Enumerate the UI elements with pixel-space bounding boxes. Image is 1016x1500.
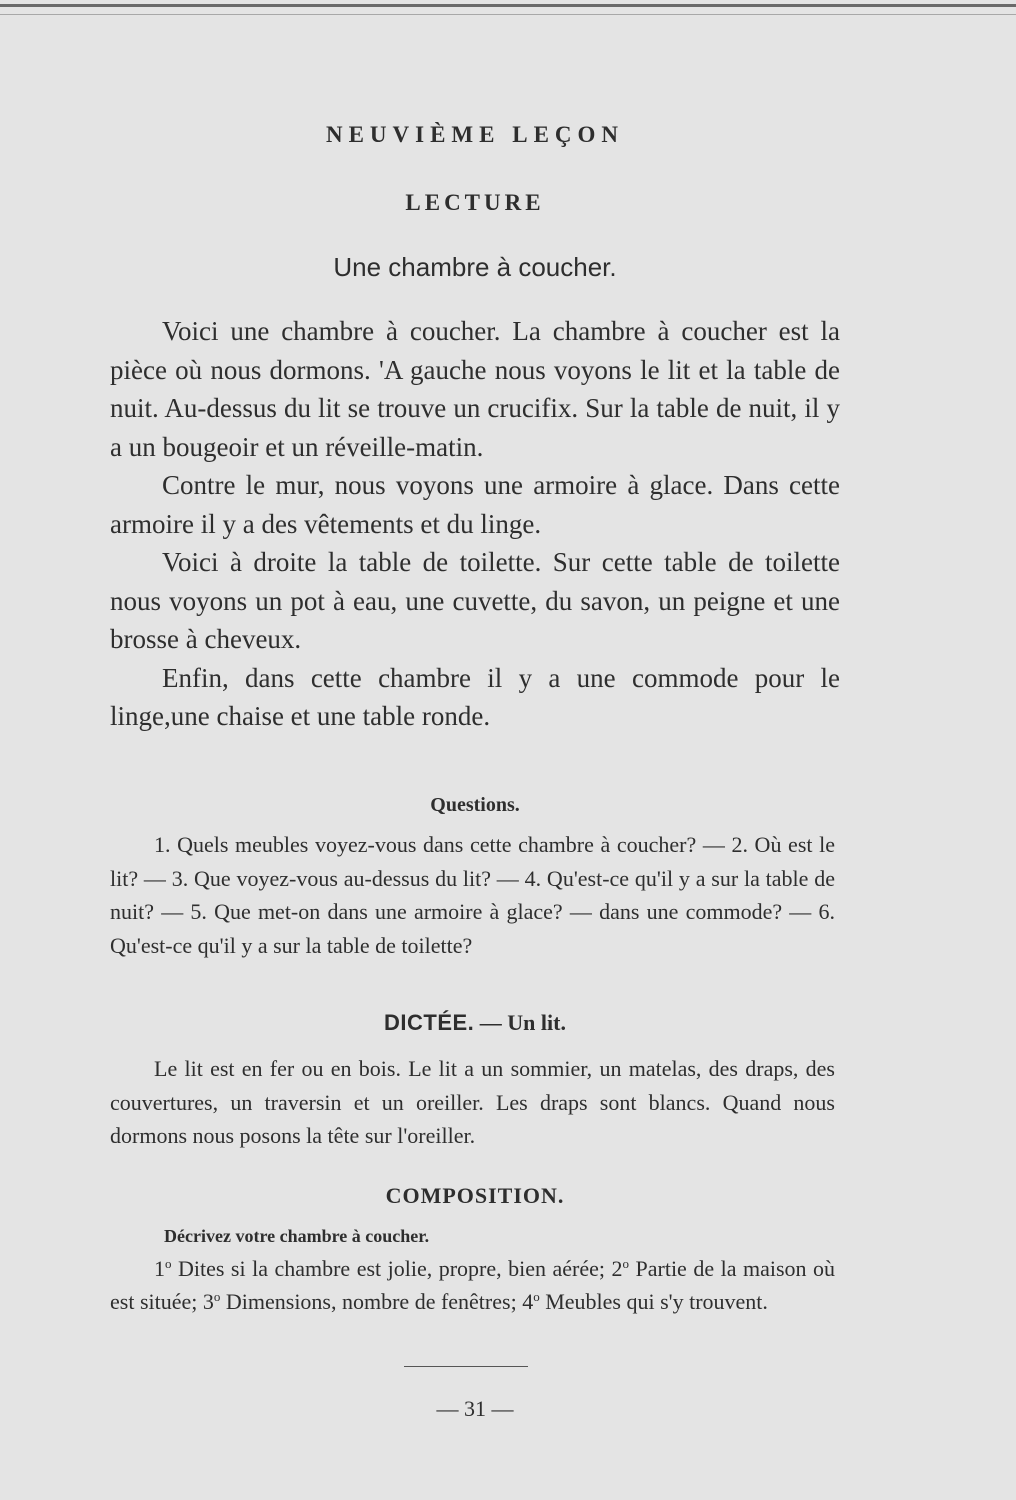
dictee-separator: —	[474, 1010, 508, 1035]
questions-heading: Questions.	[430, 794, 520, 816]
story-title: Une chambre à coucher.	[333, 252, 617, 282]
dictee-label: DICTÉE.	[384, 1010, 475, 1035]
composition-item-text: Meubles qui s'y trouvent.	[539, 1289, 768, 1314]
reading-paragraph: Voici à droite la table de toilette. Sur cette table de toilette nous voyons un pot à eau, une cuvette, du savon, un peigne et une brosse à cheveux.	[110, 547, 840, 654]
dictee-heading	[110, 1010, 840, 1036]
composition-item-number: 1	[154, 1256, 165, 1281]
book-page	[110, 0, 840, 1500]
page-number: — 31 —	[436, 1396, 514, 1421]
composition-item-ordinal: o	[622, 1256, 630, 1271]
composition-item-ordinal: o	[533, 1289, 540, 1304]
section-heading-lecture: LECTURE	[405, 190, 545, 215]
dictee-text: Le lit est en fer ou en bois. Le lit a un sommier, un matelas, des draps, des couvertures, un traversin et un oreiller. Les draps sont blancs. Quand nous dormons nous posons la tête sur l'oreiller.	[110, 1056, 835, 1148]
composition-item-number: 2	[611, 1256, 623, 1281]
composition-item-number: 3	[202, 1289, 214, 1314]
composition-heading: COMPOSITION.	[385, 1183, 565, 1208]
dictee-title: Un lit.	[507, 1010, 566, 1035]
composition-item-text: Partie de la maison où est située;	[110, 1256, 835, 1314]
questions-text: 1. Quels meubles voyez-vous dans cette chambre à coucher? — 2. Où est le lit? — 3. Que voyez-vous au-dessus du lit? — 4. Qu'est-ce qu'il y a sur la table de nuit? — 5. Que met-on dans une armoire à glace? — dans une commode? — 6. Qu'est-ce qu'il y a sur la table de toilette?	[110, 832, 835, 958]
lesson-title: NEUVIÈME LEÇON	[325, 122, 625, 147]
composition-item-ordinal: o	[213, 1289, 221, 1304]
reading-text	[110, 312, 840, 736]
reading-paragraph: Contre le mur, nous voyons une armoire à glace. Dans cette armoire il y a des vêtements et du linge.	[110, 470, 840, 539]
composition-item-number: 4	[522, 1289, 534, 1314]
composition-subheading: Décrivez votre chambre à coucher.	[164, 1226, 430, 1246]
reading-paragraph: Voici une chambre à coucher. La chambre à coucher est la pièce où nous dormons. 'A gauche nous voyons le lit et la table de nuit. Au-dessus du lit se trouve un crucifix. Sur la table de nuit, il y a un bougeoir et un réveille-matin.	[110, 316, 840, 462]
composition-item-text: Dites si la chambre est jolie, propre, bien aérée;	[171, 1256, 612, 1281]
composition-item-text: Dimensions, nombre de fenêtres;	[220, 1289, 523, 1314]
reading-paragraph: Enfin, dans cette chambre il y a une commode pour le linge,une chaise et une table ronde.	[110, 662, 840, 731]
end-divider	[404, 1366, 528, 1367]
composition-item-ordinal: o	[165, 1256, 172, 1271]
composition-text	[110, 1252, 835, 1318]
